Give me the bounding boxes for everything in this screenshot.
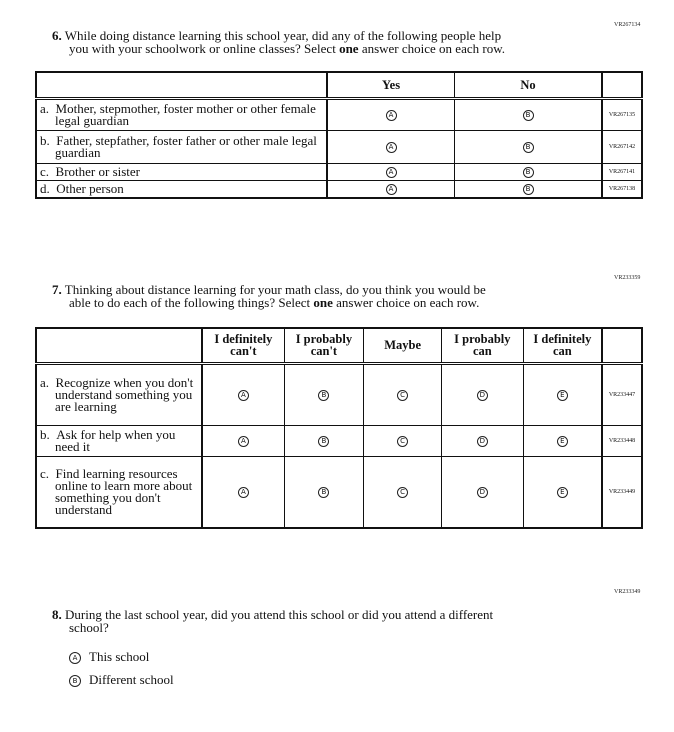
row-text: Father, stepfather, foster father or other male legal guardian: [55, 132, 317, 160]
row-text: Mother, stepmother, foster mother or other female legal guardian: [55, 100, 316, 128]
answer-bubble-b[interactable]: B: [318, 436, 329, 447]
row-letter: a.: [40, 100, 50, 116]
answer-bubble-c[interactable]: C: [397, 487, 408, 498]
item-code: VR233447: [602, 363, 642, 425]
row-label: [36, 130, 327, 163]
header-blank: [36, 328, 202, 363]
option-different-school[interactable]: [69, 672, 174, 688]
answer-bubble-d[interactable]: D: [477, 390, 488, 401]
answer-bubble-c[interactable]: C: [397, 390, 408, 401]
answer-bubble-d[interactable]: D: [477, 436, 488, 447]
column-header: I definitely can: [523, 328, 602, 363]
row-text: Find learning resources online to learn more about something you don't understand: [55, 465, 193, 517]
answer-cell[interactable]: [284, 456, 364, 528]
answer-cell[interactable]: [364, 456, 442, 528]
column-header: Maybe: [364, 328, 442, 363]
table-row: [36, 130, 642, 163]
item-code: VR233448: [602, 425, 642, 456]
table-row: [36, 425, 642, 456]
answer-cell[interactable]: [327, 180, 455, 198]
answer-bubble-c[interactable]: C: [397, 436, 408, 447]
answer-cell[interactable]: [327, 98, 455, 130]
question-7-grid: [35, 327, 643, 529]
answer-cell[interactable]: [327, 163, 455, 180]
item-code: VR267142: [602, 130, 642, 163]
row-letter: c.: [40, 163, 50, 179]
answer-cell[interactable]: [441, 456, 523, 528]
answer-cell[interactable]: [284, 363, 364, 425]
answer-bubble-a[interactable]: A: [238, 390, 249, 401]
row-label: [36, 456, 202, 528]
question-text: During the last school year, did you attend this school or did you attend a different: [65, 607, 494, 622]
answer-bubble-b[interactable]: B: [318, 487, 329, 498]
question-text: you with your schoolwork or online classes? Select: [69, 41, 340, 56]
table-row: [36, 363, 642, 425]
question-text: answer choice on each row.: [332, 295, 480, 310]
table-row: [36, 163, 642, 180]
question-number: 8.: [52, 607, 62, 622]
answer-bubble-b[interactable]: B: [523, 110, 534, 121]
answer-cell[interactable]: [523, 425, 602, 456]
answer-cell[interactable]: [202, 425, 284, 456]
row-letter: d.: [40, 180, 50, 196]
item-code: VR267141: [602, 163, 642, 180]
row-label: [36, 180, 327, 198]
answer-bubble-b[interactable]: B: [318, 390, 329, 401]
item-code: VR267138: [602, 180, 642, 198]
answer-cell[interactable]: [455, 180, 602, 198]
column-header: I definitely can't: [202, 328, 284, 363]
question-text: school?: [69, 620, 109, 635]
header-blank: [602, 72, 642, 98]
row-label: [36, 425, 202, 456]
item-code: VR233449: [602, 456, 642, 528]
answer-bubble-a[interactable]: A: [386, 142, 397, 153]
question-7: [52, 283, 486, 309]
answer-bubble-b[interactable]: B: [523, 142, 534, 153]
row-letter: b.: [40, 426, 50, 442]
emphasis: one: [339, 41, 359, 56]
column-header: I probably can: [441, 328, 523, 363]
question-code: VR233349: [614, 589, 641, 595]
answer-cell[interactable]: [202, 456, 284, 528]
column-header: Yes: [327, 72, 455, 98]
answer-cell[interactable]: [364, 425, 442, 456]
answer-bubble-a[interactable]: A: [238, 436, 249, 447]
row-letter: a.: [40, 374, 50, 390]
question-text: Thinking about distance learning for your math class, do you think you would be: [64, 282, 486, 297]
answer-cell[interactable]: [455, 98, 602, 130]
answer-cell[interactable]: [455, 163, 602, 180]
row-text: Recognize when you don't understand something you are learning: [55, 374, 194, 414]
answer-cell[interactable]: [523, 456, 602, 528]
answer-cell[interactable]: [202, 363, 284, 425]
answer-cell[interactable]: [364, 363, 442, 425]
question-text: While doing distance learning this school year, did any of the following people help: [64, 28, 502, 43]
question-number: 7.: [52, 282, 62, 297]
answer-bubble-e[interactable]: E: [557, 487, 568, 498]
answer-bubble-b[interactable]: B: [523, 167, 534, 178]
answer-bubble-e[interactable]: E: [557, 390, 568, 401]
question-text: able to do each of the following things? Select: [69, 295, 314, 310]
answer-cell[interactable]: [284, 425, 364, 456]
answer-bubble-a[interactable]: A: [238, 487, 249, 498]
column-header: No: [455, 72, 602, 98]
answer-bubble-b[interactable]: B: [523, 184, 534, 195]
header-blank: [602, 328, 642, 363]
column-header: I probably can't: [284, 328, 364, 363]
row-text: Brother or sister: [55, 163, 141, 179]
question-number: 6.: [52, 28, 62, 43]
header-blank: [36, 72, 327, 98]
question-code: VR267134: [614, 22, 641, 28]
table-row: [36, 180, 642, 198]
question-6: [52, 29, 505, 55]
answer-bubble-e[interactable]: E: [557, 436, 568, 447]
answer-bubble-a[interactable]: A: [386, 110, 397, 121]
option-this-school[interactable]: [69, 649, 149, 665]
row-label: [36, 363, 202, 425]
bubble-a[interactable]: A: [69, 652, 81, 664]
answer-cell[interactable]: [441, 363, 523, 425]
option-label: This school: [89, 649, 150, 664]
emphasis: one: [313, 295, 333, 310]
question-8: [52, 608, 493, 634]
option-label: Different school: [89, 672, 174, 687]
answer-cell[interactable]: [455, 130, 602, 163]
answer-cell[interactable]: [441, 425, 523, 456]
row-text: Other person: [56, 180, 124, 196]
answer-cell[interactable]: [523, 363, 602, 425]
answer-bubble-d[interactable]: D: [477, 487, 488, 498]
bubble-b[interactable]: B: [69, 675, 81, 687]
item-code: VR267135: [602, 98, 642, 130]
row-label: [36, 163, 327, 180]
table-row: [36, 456, 642, 528]
row-text: Ask for help when you need it: [55, 426, 176, 454]
answer-bubble-a[interactable]: A: [386, 167, 397, 178]
table-row: [36, 98, 642, 130]
row-letter: c.: [40, 465, 50, 481]
answer-bubble-a[interactable]: A: [386, 184, 397, 195]
row-letter: b.: [40, 132, 50, 148]
question-6-grid: [35, 71, 643, 199]
answer-cell[interactable]: [327, 130, 455, 163]
question-text: answer choice on each row.: [358, 41, 505, 56]
row-label: [36, 98, 327, 130]
question-code: VR233359: [614, 275, 641, 281]
